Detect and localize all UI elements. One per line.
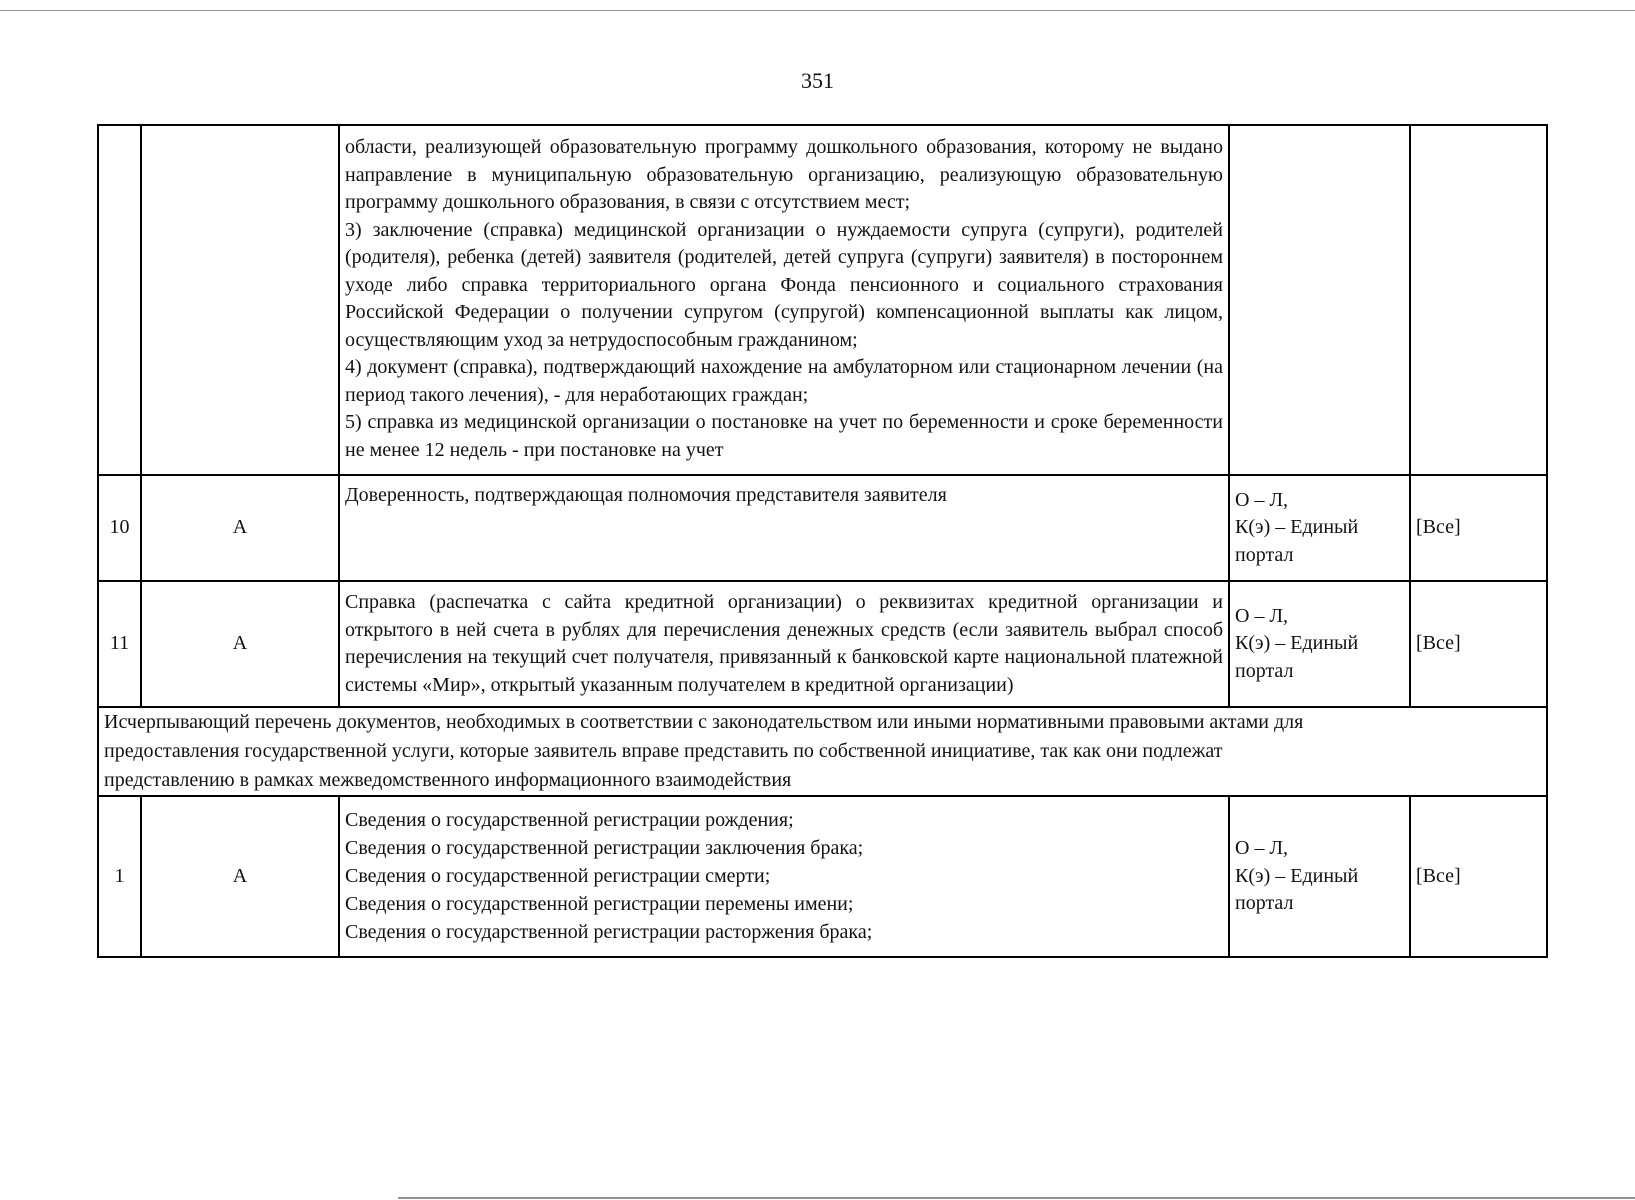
cell-number: 11 [98, 581, 141, 707]
table-row-continuation [98, 125, 1547, 475]
description-line: Сведения о государственной регистрации рождения; [345, 809, 794, 831]
cell-description: Справка (распечатка с сайта кредитной организации) о реквизитах кредитной организации и открытого в ней счета в рублях для перечисления денежных средств (если заявитель выбрал способ перечисления на текущий счет получателя, привязанный к банковской карте национальной платежной системы «Мир», открытый указанным получателем в кредитной организации) [339, 581, 1229, 707]
description-line: Сведения о государственной регистрации смерти; [345, 865, 771, 887]
table-row-10 [98, 475, 1547, 581]
description-paragraph: области, реализующей образовательную программу дошкольного образования, которому не выдано направление в муниципальную образовательную организацию, реализующую образовательную программу дошкольного образования, в связи с отсутствием мест; [345, 136, 1223, 213]
description-line: Сведения о государственной регистрации расторжения брака; [345, 921, 873, 943]
description-line: Сведения о государственной регистрации заключения брака; [345, 837, 864, 859]
description-paragraph: 3) заключение (справка) медицинской организации о нуждаемости супруга (супруги), родителей (родителя), ребенка (детей) заявителя (родителей, детей супруга (супруги) заявителя) в постороннем уходе либо справка территориального органа Фонда пенсионного и социального страхования Российской Федерации о получении супругом (супругой) компенсационной выплаты как лицом, осуществляющим уход за нетрудоспособным гражданином; [345, 218, 1223, 351]
section-heading-line: предоставления государственной услуги, которые заявитель вправе представить по собственной инициативе, так как они подлежат [104, 740, 1223, 762]
cell-description [339, 125, 1229, 475]
description-line: Сведения о государственной регистрации перемены имени; [345, 893, 854, 915]
table-row-1 [98, 796, 1547, 957]
cell-scope: [Все] [1410, 581, 1547, 707]
form-line: О – Л, [1235, 837, 1289, 860]
cell-type: А [141, 796, 339, 957]
cell-form [1229, 125, 1410, 475]
cell-number: 10 [98, 475, 141, 581]
form-line: К(э) – Единый [1235, 632, 1359, 655]
form-line: портал [1235, 892, 1294, 915]
form-line: К(э) – Единый [1235, 516, 1359, 539]
cell-type [141, 125, 339, 475]
cell-number [98, 125, 141, 475]
section-heading-line: представлению в рамках межведомственного информационного взаимодействия [104, 769, 792, 791]
form-line: О – Л, [1235, 604, 1289, 627]
cell-form [1229, 796, 1410, 957]
section-heading-line: Исчерпывающий перечень документов, необходимых в соответствии с законодательством или иными нормативными правовыми актами для [104, 711, 1304, 733]
description-paragraph: 4) документ (справка), подтверждающий нахождение на амбулаторном или стационарном лечении (на период такого лечения), - для неработающих граждан; [345, 356, 1223, 406]
table-row-section-heading [98, 707, 1547, 796]
cell-form [1229, 475, 1410, 581]
table-row-11 [98, 581, 1547, 707]
form-line: К(э) – Единый [1235, 864, 1359, 887]
cell-scope: [Все] [1410, 796, 1547, 957]
cell-form [1229, 581, 1410, 707]
section-heading [98, 707, 1547, 796]
cell-scope: [Все] [1410, 475, 1547, 581]
form-line: портал [1235, 543, 1294, 566]
form-line: О – Л, [1235, 488, 1289, 511]
description-paragraph: 5) справка из медицинской организации о постановке на учет по беременности и сроке беременности не менее 12 недель - при постановке на учет [345, 411, 1223, 461]
cell-scope [1410, 125, 1547, 475]
form-line: портал [1235, 659, 1294, 682]
scan-edge-bottom [398, 1197, 1635, 1199]
cell-type: А [141, 475, 339, 581]
cell-number: 1 [98, 796, 141, 957]
cell-type: А [141, 581, 339, 707]
scan-edge-top [0, 10, 1635, 11]
page-number: 351 [801, 68, 834, 93]
documents-table [97, 124, 1548, 958]
cell-description: Доверенность, подтверждающая полномочия представителя заявителя [339, 475, 1229, 581]
cell-description [339, 796, 1229, 957]
